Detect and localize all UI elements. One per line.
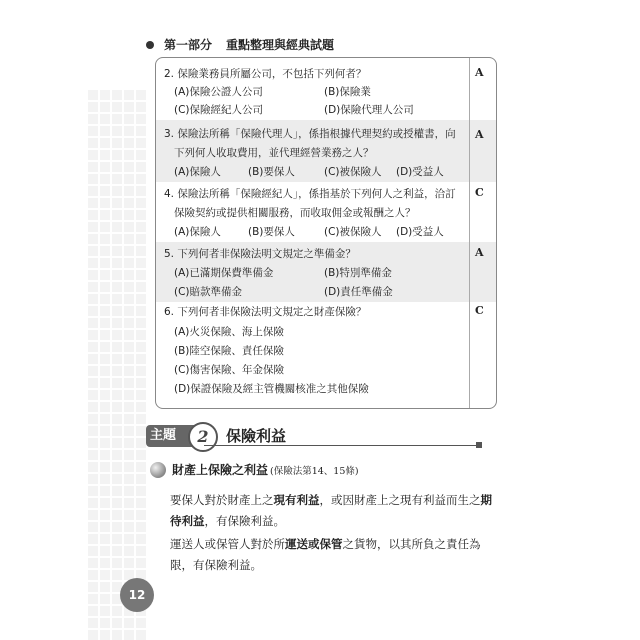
column-divider: [469, 242, 470, 302]
topic-label: 主題: [146, 425, 206, 447]
answer: C: [475, 304, 484, 317]
question-stem: 2. 保險業務員所屬公司，不包括下列何者？: [164, 68, 367, 80]
text: ，有保險利益。: [204, 514, 285, 528]
option: (D)受益人: [396, 166, 444, 178]
option: (C)保險經紀人公司: [174, 104, 264, 116]
answer: A: [475, 128, 484, 141]
question-stem: 5. 下列何者非保險法明文規定之準備金？: [164, 248, 356, 260]
question-stem: 3. 保險法所稱「保險代理人」，係指根據代理契約或授權書，向: [164, 128, 456, 140]
option: (C)被保險人: [324, 226, 382, 238]
column-divider: [469, 58, 470, 120]
question-table: [155, 57, 497, 409]
header-part: 第一部分: [164, 38, 213, 52]
option: (A)保險人: [174, 226, 221, 238]
text: 之貨物，以其所負之責任為限，有保險利益。: [170, 537, 481, 572]
option: (B)保險業: [324, 86, 371, 98]
option: (B)要保人: [248, 166, 295, 178]
header-title: 重點整理與經典試題: [226, 38, 335, 52]
option: (A)已滿期保費準備金: [174, 267, 274, 279]
bullet-icon: [146, 41, 154, 49]
page-header: [146, 36, 334, 53]
section-heading: [150, 461, 359, 478]
option: (C)傷害保險、年金保險: [174, 364, 285, 376]
option: (C)被保險人: [324, 166, 382, 178]
topic-heading: [146, 421, 482, 451]
text: ，或因財產上之現有利益而生之: [319, 493, 481, 507]
section-reference: (保險法第14、15條): [270, 465, 359, 477]
paragraph: [170, 534, 500, 576]
question-row: [156, 182, 496, 242]
paragraph: [170, 490, 500, 532]
column-divider: [469, 302, 470, 408]
option: (B)特別準備金: [324, 267, 392, 279]
option: (B)陸空保險、責任保險: [174, 345, 284, 357]
page-number: 12: [120, 578, 154, 612]
topic-title: 保險利益: [226, 427, 287, 445]
option: (B)要保人: [248, 226, 295, 238]
column-divider: [469, 182, 470, 242]
question-row: [156, 58, 496, 120]
section-title: 財產上保險之利益: [172, 463, 269, 477]
question-stem: 6. 下列何者非保險法明文規定之財產保險？: [164, 306, 367, 318]
option: (D)保證保險及經主管機關核准之其他保險: [174, 383, 369, 395]
rule-end-marker: [476, 442, 482, 448]
option: (D)受益人: [396, 226, 444, 238]
question-row: [156, 242, 496, 302]
answer: A: [475, 66, 484, 79]
text: 要保人對於財產上之: [170, 493, 274, 507]
answer: C: [475, 186, 484, 199]
question-row: [156, 302, 496, 408]
topic-rule: [204, 445, 482, 446]
option: (C)賠款準備金: [174, 286, 243, 298]
topic-number: 2: [188, 422, 218, 452]
option: (D)責任準備金: [324, 286, 393, 298]
question-stem: 4. 保險法所稱「保險經紀人」，係指基於下列何人之利益，洽訂: [164, 188, 456, 200]
question-stem: 下列何人收取費用，並代理經營業務之人？: [174, 147, 374, 159]
option: (A)保險公證人公司: [174, 86, 263, 98]
sphere-bullet-icon: [150, 462, 166, 478]
text: 運送人或保管人對於所: [170, 537, 285, 551]
question-stem: 保險契約或提供相關服務，而收取佣金或報酬之人？: [174, 207, 416, 219]
option: (A)保險人: [174, 166, 221, 178]
column-divider: [469, 120, 470, 182]
decorative-grid: [86, 88, 146, 640]
option: (D)保險代理人公司: [324, 104, 414, 116]
option: (A)火災保險、海上保險: [174, 326, 284, 338]
answer: A: [475, 246, 484, 259]
bold-term: 期待利益: [170, 493, 492, 528]
bold-term: 現有利益: [273, 493, 320, 507]
question-row: [156, 120, 496, 182]
bold-term: 運送或保管: [285, 537, 343, 551]
